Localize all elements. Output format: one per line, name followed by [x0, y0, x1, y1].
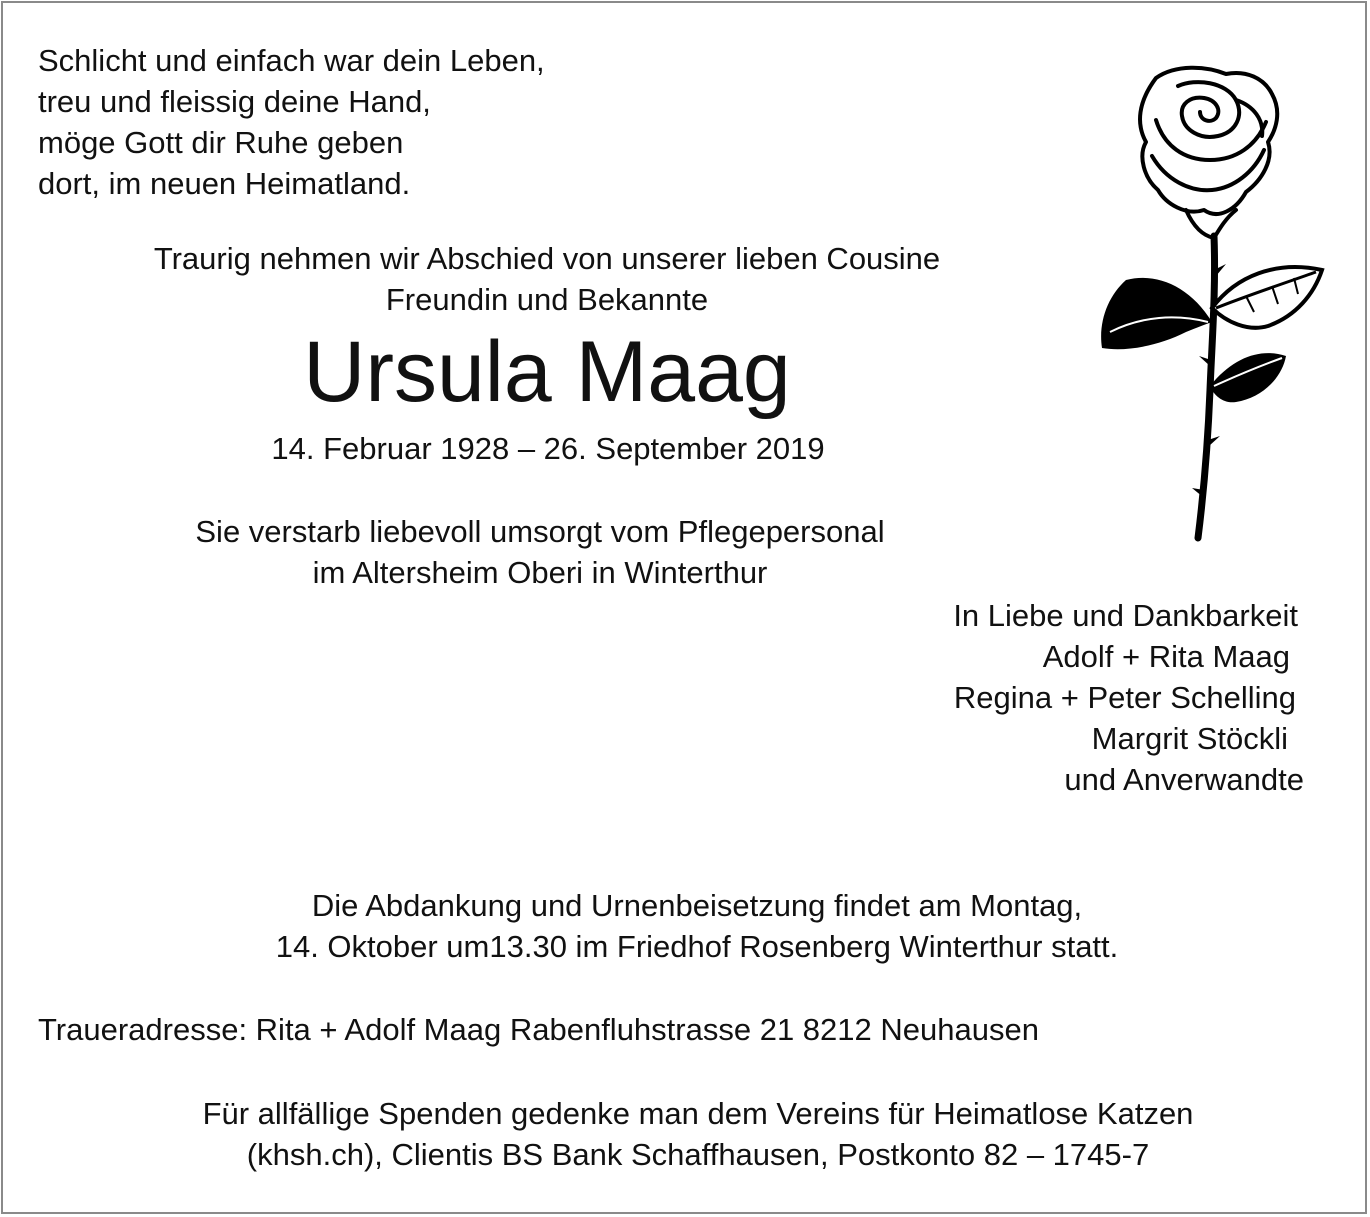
verse-line: möge Gott dir Ruhe geben: [38, 125, 404, 160]
family-line: In Liebe und Dankbarkeit: [953, 598, 1298, 633]
rose-icon: [1086, 60, 1336, 542]
verse-line: dort, im neuen Heimatland.: [38, 166, 411, 201]
donation-note: [203, 1093, 1194, 1175]
ceremony-line: 14. Oktober um13.30 im Friedhof Rosenberg Winterthur statt.: [275, 929, 1119, 964]
farewell-line: Traurig nehmen wir Abschied von unserer lieben Cousine: [153, 241, 941, 276]
donation-line: Für allfällige Spenden gedenke man dem Vereins für Heimatlose Katzen: [202, 1096, 1194, 1131]
ceremony-line: Die Abdankung und Urnenbeisetzung findet am Montag,: [311, 888, 1083, 923]
family-line: Margrit Stöckli: [1091, 721, 1288, 756]
care-line: Sie verstarb liebevoll umsorgt vom Pflegepersonal: [195, 514, 885, 549]
donation-line: (khsh.ch), Clientis BS Bank Schaffhausen, Postkonto 82 – 1745-7: [246, 1137, 1150, 1172]
farewell-text: [154, 238, 940, 320]
ceremony-info: [276, 885, 1119, 967]
verse-line: treu und fleissig deine Hand,: [38, 84, 431, 119]
life-dates: 14. Februar 1928 – 26. September 2019: [271, 431, 825, 466]
verse-line: Schlicht und einfach war dein Leben,: [38, 43, 545, 78]
farewell-line: Freundin und Bekannte: [385, 282, 709, 317]
family-line: und Anverwandte: [1064, 762, 1304, 797]
mourning-address: Traueradresse: Rita + Adolf Maag Rabenfluhstrasse 21 8212 Neuhausen: [38, 1012, 1039, 1047]
deceased-name: Ursula Maag: [303, 324, 791, 420]
care-line: im Altersheim Oberi in Winterthur: [312, 555, 768, 590]
family-line: Regina + Peter Schelling: [953, 680, 1296, 715]
family-signature: [953, 595, 1304, 800]
care-note: [195, 511, 884, 593]
family-line: Adolf + Rita Maag: [1042, 639, 1290, 674]
memorial-verse: [38, 40, 545, 204]
